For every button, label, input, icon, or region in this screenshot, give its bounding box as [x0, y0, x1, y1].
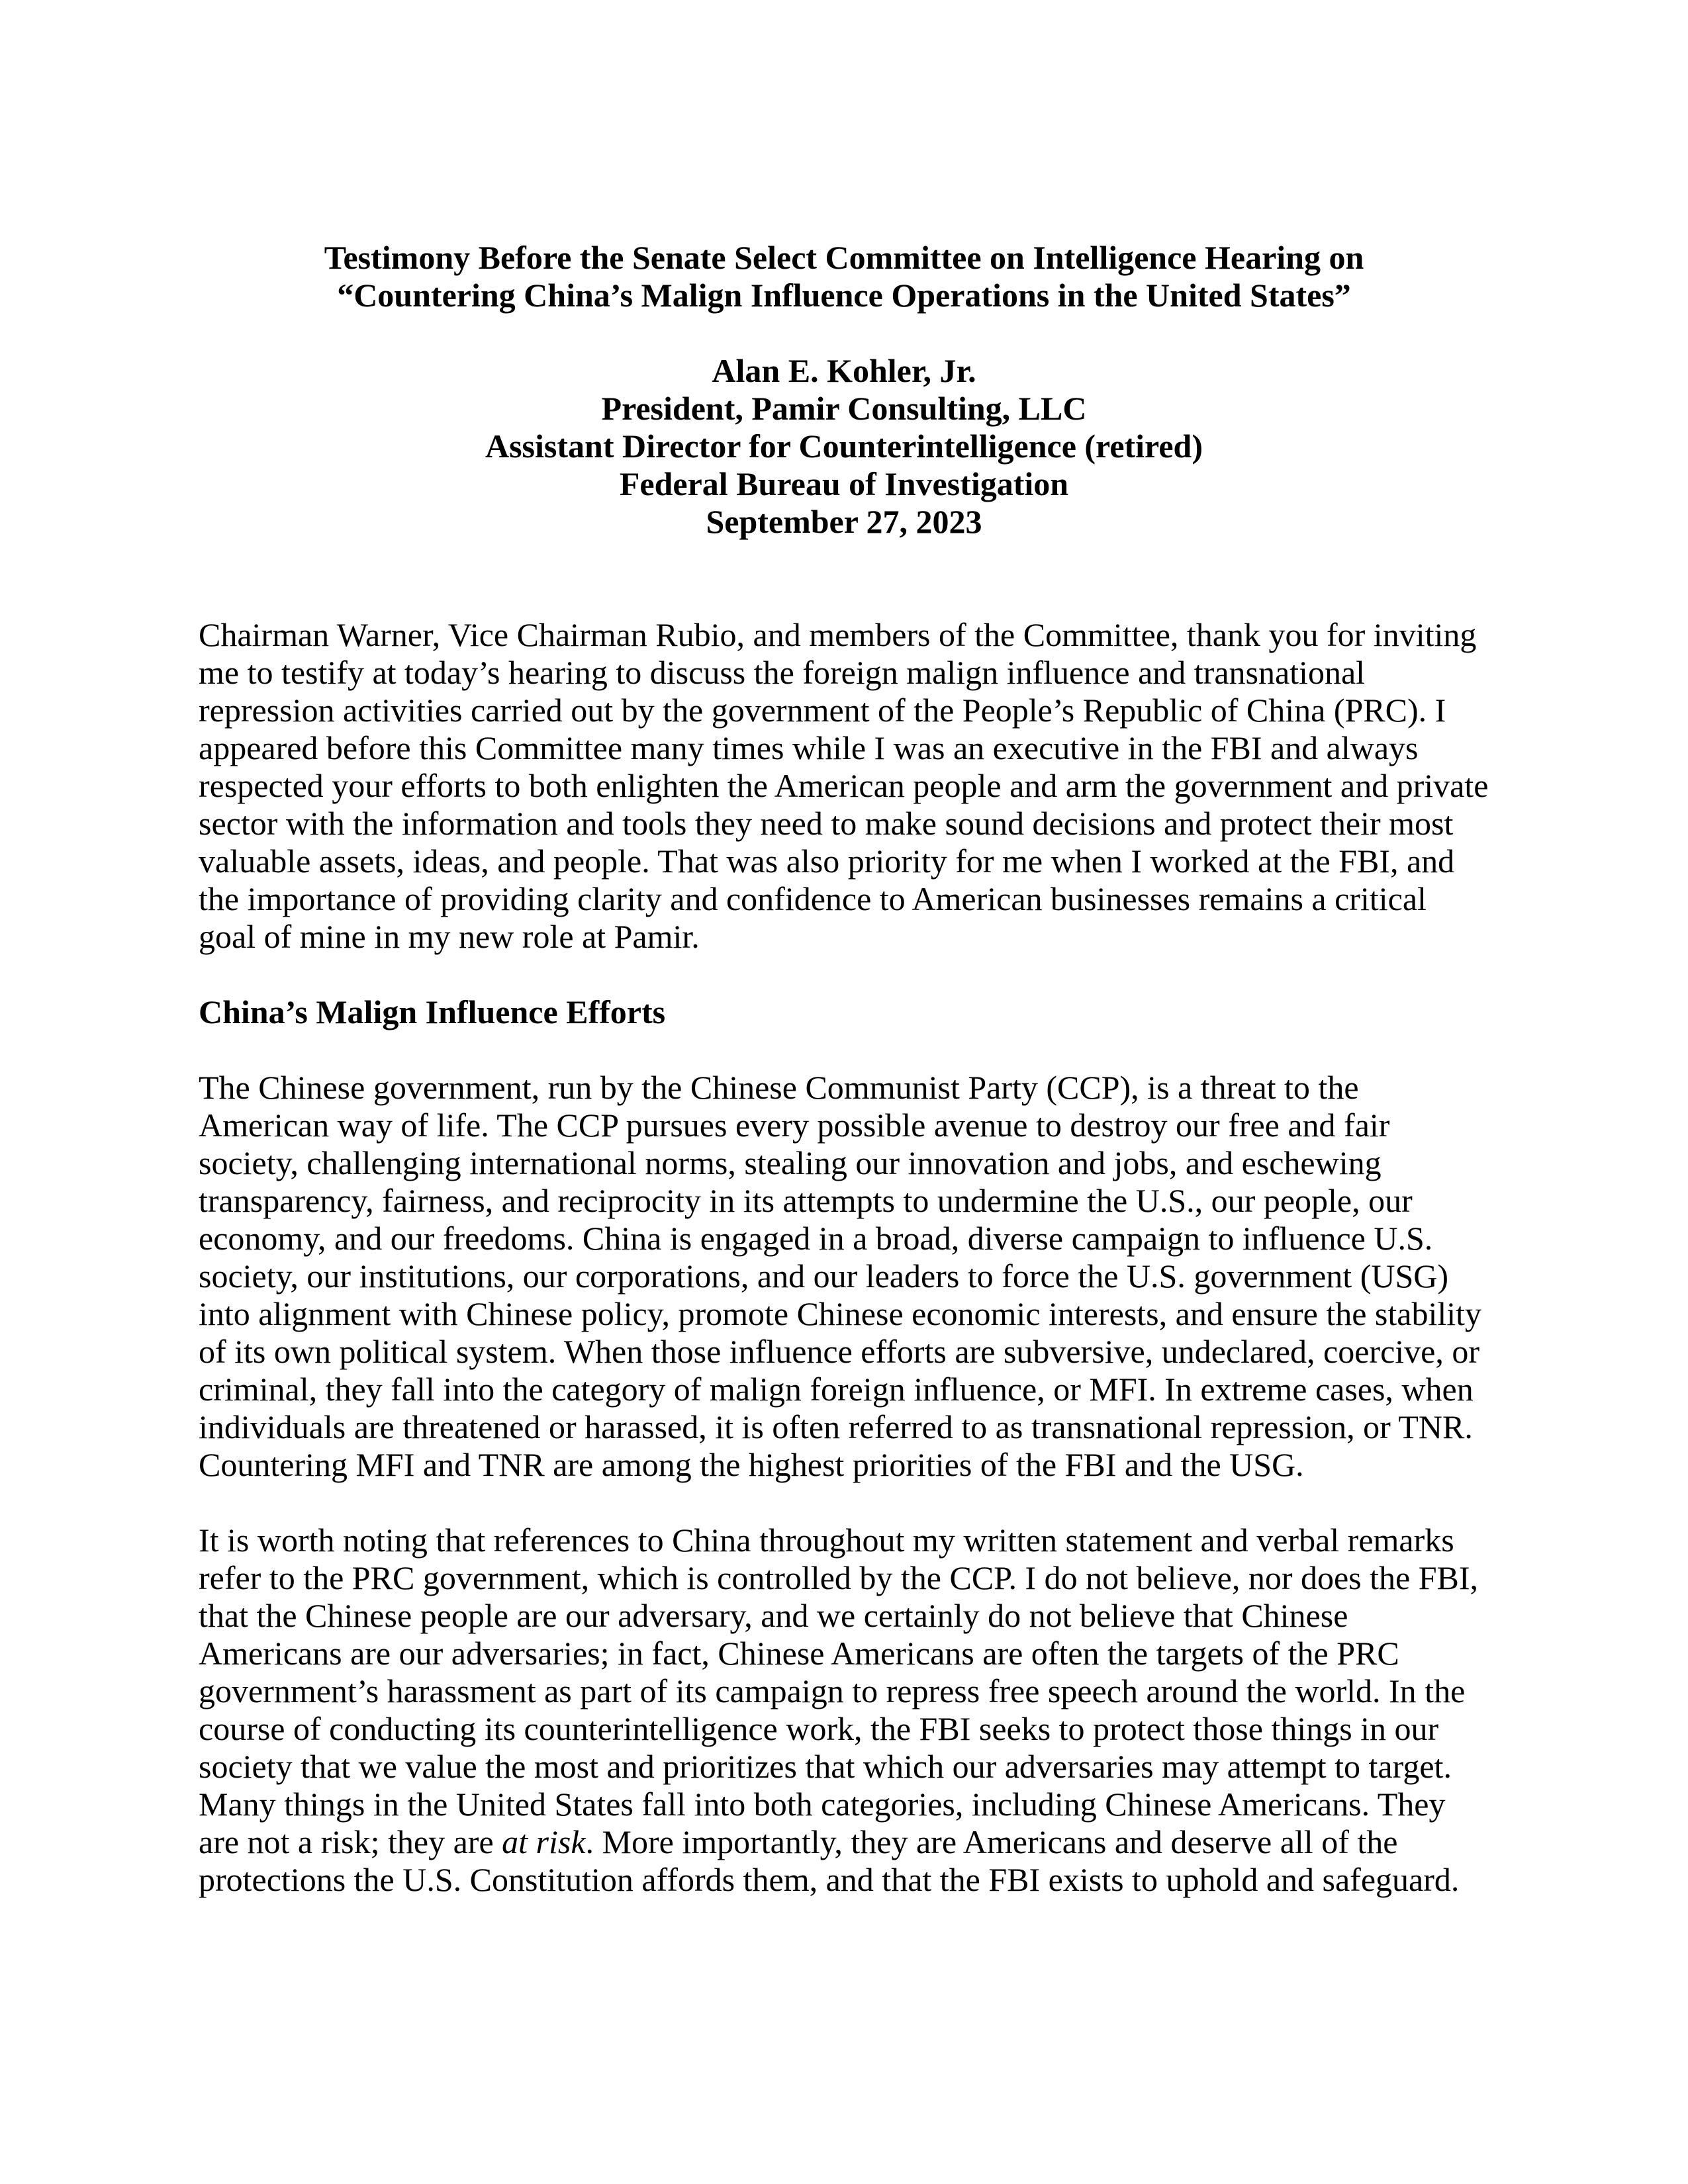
author-title: President, Pamir Consulting, LLC — [601, 390, 1087, 427]
author-name: Alan E. Kohler, Jr. — [712, 352, 976, 389]
document-title-line-2: “Countering China’s Malign Influence Operations in the United States” — [337, 277, 1351, 314]
paragraph-china-references — [199, 1522, 1489, 1899]
emphasis-at-risk: at risk — [502, 1823, 586, 1860]
china-references-text-before: It is worth noting that references to China throughout my written statement and verbal remarks refer to the PRC government, which is controlled by the CCP. I do not believe, nor does the FBI, that the Chinese people are our adversary, and we certainly do not believe that Chinese Americans are our adversaries; in fact, Chinese Americans are often the targets of the PRC government’s harassment as part of its campaign to repress free speech around the world. In the course of conducting its counterintelligence work, the FBI seeks to protect those things in our society that we value the most and prioritizes that which our adversaries may attempt to target. Many things in the United States fall into both categories, including Chinese Americans. They are not a risk; they are — [199, 1522, 1479, 1860]
document-date: September 27, 2023 — [706, 503, 982, 540]
section-heading: China’s Malign Influence Efforts — [199, 993, 666, 1030]
document-title-line-1: Testimony Before the Senate Select Committee on Intelligence Hearing on — [324, 239, 1364, 276]
china-references-text-after: . More importantly, they are Americans and deserve all of the protections the U.S. Constitution affords them, and that the FBI exists to uphold and safeguard. — [199, 1823, 1460, 1898]
paragraph-malign-influence: The Chinese government, run by the Chinese Communist Party (CCP), is a threat to the American way of life. The CCP pursues every possible avenue to destroy our free and fair society, challenging international norms, stealing our innovation and jobs, and eschewing transparency, fairness, and reciprocity in its attempts to undermine the U.S., our people, our economy, and our freedoms. China is engaged in a broad, diverse campaign to influence U.S. society, our institutions, our corporations, and our leaders to force the U.S. government (USG) into alignment with Chinese policy, promote Chinese economic interests, and ensure the stability of its own political system. When those influence efforts are subversive, undeclared, coercive, or criminal, they fall into the category of malign foreign influence, or MFI. In extreme cases, when individuals are threatened or harassed, it is often referred to as transnational repression, or TNR. Countering MFI and TNR are among the highest priorities of the FBI and the USG. — [199, 1069, 1482, 1483]
author-organization: Federal Bureau of Investigation — [619, 465, 1069, 502]
author-block — [199, 352, 1489, 541]
document-header — [199, 239, 1489, 314]
author-role: Assistant Director for Counterintelligence (retired) — [485, 428, 1203, 465]
paragraph-opening: Chairman Warner, Vice Chairman Rubio, and members of the Committee, thank you for inviting me to testify at today’s hearing to discuss the foreign malign influence and transnational repression activities carried out by the government of the People’s Republic of China (PRC). I appeared before this Committee many times while I was an executive in the FBI and always respected your efforts to both enlighten the American people and arm the government and private sector with the information and tools they need to make sound decisions and protect their most valuable assets, ideas, and people. That was also priority for me when I worked at the FBI, and the importance of providing clarity and confidence to American businesses remains a critical goal of mine in my new role at Pamir. — [199, 616, 1489, 955]
